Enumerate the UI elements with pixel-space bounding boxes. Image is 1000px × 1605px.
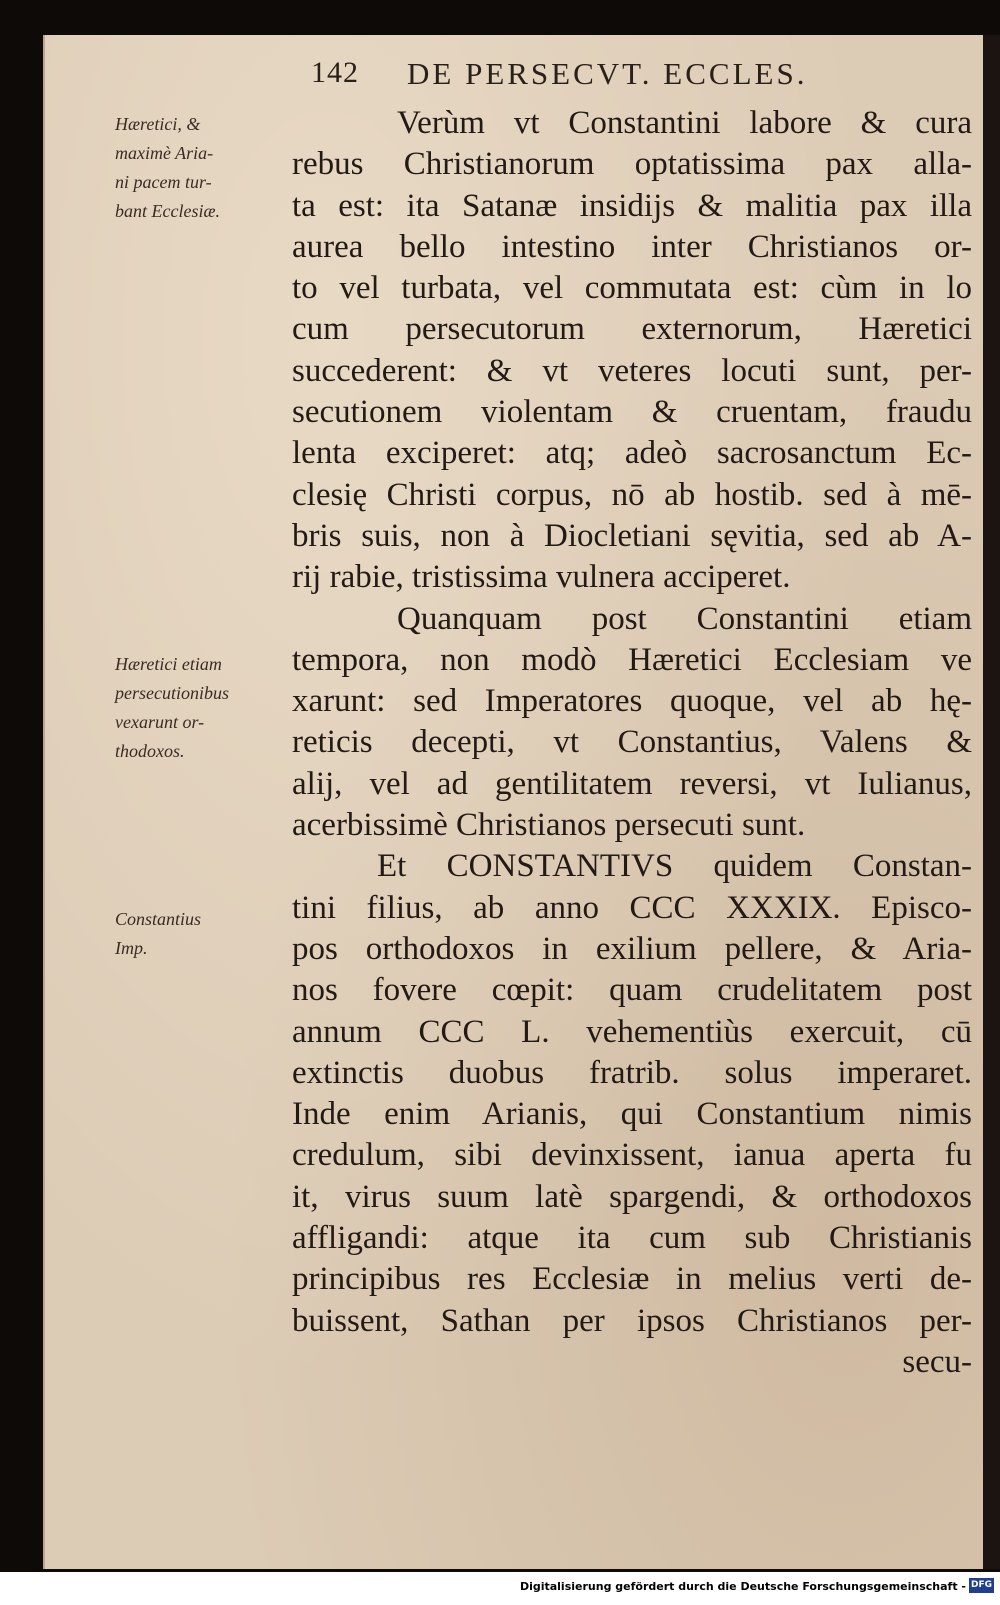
text-line: ta est: ita Satanæ insidijs & malitia pax illa	[292, 187, 972, 224]
margin-note-constantius	[115, 905, 290, 963]
margin-note-line: vexarunt or-	[115, 712, 205, 732]
text-line: cum persecutorum externorum, Hæretici	[292, 311, 972, 348]
margin-note-line: ni pacem tur-	[115, 172, 212, 192]
text-line: Quanquam post Constantini etiam	[397, 600, 972, 637]
text-line: annum CCC L. vehementiùs exercuit, cū	[292, 1013, 972, 1050]
text-line: succederent: & vt veteres locuti sunt, per-	[292, 352, 972, 389]
text-line: principibus res Ecclesiæ in melius verti de-	[292, 1261, 972, 1298]
text-line: tempora, non modò Hæretici Ecclesiam ve	[292, 641, 972, 678]
text-line: credulum, sibi devinxissent, ianua aperta fu	[292, 1137, 972, 1174]
text-line: Inde enim Arianis, qui Constantium nimis	[292, 1096, 972, 1133]
text-line: Verùm vt Constantini labore & cura	[397, 105, 972, 141]
margin-note-line: Hæretici, &	[115, 114, 201, 134]
text-line: extinctis duobus fratrib. solus imperaret.	[292, 1054, 972, 1091]
margin-note-persecutions	[115, 650, 290, 766]
margin-note-line: thodoxos.	[115, 741, 185, 761]
margin-note-line: maximè Aria-	[115, 143, 214, 163]
main-text	[292, 103, 972, 1383]
text-line: reticis decepti, vt Constantius, Valens &	[292, 724, 972, 761]
margin-note-line: Imp.	[115, 938, 148, 958]
text-line: clesię Christi corpus, nō ab hostib. sed à mē-	[292, 476, 972, 513]
text-line: bris suis, non à Diocletiani sęvitia, sed ab A-	[292, 517, 972, 554]
page-header	[311, 52, 871, 96]
text-line: buissent, Sathan per ipsos Christianos per-	[292, 1302, 972, 1339]
footer-credit: Digitalisierung gefördert durch die Deutsche Forschungsgemeinschaft -	[519, 1580, 966, 1593]
running-title: DE PERSECVT. ECCLES.	[407, 56, 808, 91]
text-line: to vel turbata, vel commutata est: cùm in lo	[292, 270, 972, 307]
page-edge	[983, 35, 1000, 1569]
text-line: xarunt: sed Imperatores quoque, vel ab hę-	[292, 683, 972, 720]
digitization-footer	[0, 1572, 1000, 1605]
margin-note-heretics-arians	[115, 110, 290, 226]
text-line: it, virus suum latè spargendi, & orthodoxos	[292, 1178, 972, 1215]
text-line: Et CONSTANTIVS quidem Constan-	[377, 848, 972, 885]
text-line: rebus Christianorum optatissima pax alla-	[292, 146, 972, 183]
text-line: lenta exciperet: atq; adeò sacrosanctum Ec-	[292, 435, 972, 472]
text-line: secu-	[902, 1343, 972, 1380]
text-line: nos fovere cœpit: quam crudelitatem post	[292, 972, 972, 1009]
text-line: acerbissimè Christianos persecuti sunt.	[292, 807, 806, 844]
text-line: aurea bello intestino inter Christianos or-	[292, 228, 972, 265]
text-line: alij, vel ad gentilitatem reversi, vt Iulianus,	[292, 765, 972, 802]
dfg-logo: DFG	[969, 1578, 994, 1593]
page-number: 142	[311, 56, 359, 89]
text-line: rij rabie, tristissima vulnera acciperet.	[292, 559, 791, 596]
margin-note-line: Hæretici etiam	[115, 654, 222, 674]
margin-note-line: persecutionibus	[115, 683, 229, 703]
margin-note-line: Constantius	[115, 909, 202, 929]
text-line: secutionem violentam & cruentam, fraudu	[292, 394, 972, 431]
text-line: pos orthodoxos in exilium pellere, & Aria-	[292, 930, 972, 967]
margin-note-line: bant Ecclesiæ.	[115, 201, 220, 221]
text-line: affligandi: atque ita cum sub Christianis	[292, 1220, 972, 1257]
text-line: tini filius, ab anno CCC XXXIX. Episco-	[292, 889, 972, 926]
